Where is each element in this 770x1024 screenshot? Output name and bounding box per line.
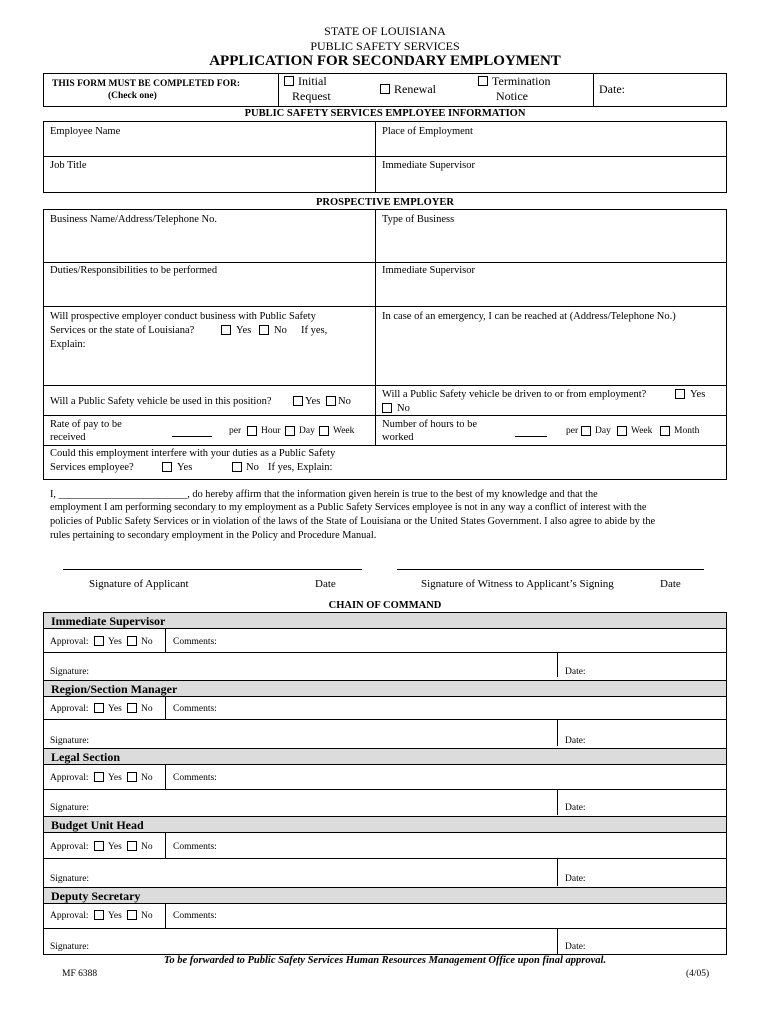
- approval-yes-checkbox[interactable]: [94, 772, 104, 782]
- rate-day-checkbox[interactable]: [285, 426, 295, 436]
- business-name-field[interactable]: Business Name/Address/Telephone No.: [50, 214, 217, 225]
- approval-no-label: No: [141, 842, 153, 852]
- signature-field[interactable]: Signature:: [50, 736, 90, 746]
- affirmation-line-4: rules pertaining to secondary employment in the Policy and Procedure Manual.: [50, 530, 377, 541]
- section-name: Region/Section Manager: [51, 682, 178, 696]
- emergency-contact-field[interactable]: In case of an emergency, I can be reached at (Address/Telephone No.): [382, 311, 676, 322]
- hours-worked-label-2: worked: [382, 432, 414, 443]
- date-field[interactable]: Date:: [565, 942, 586, 952]
- applicant-signature-label: Signature of Applicant: [89, 578, 189, 590]
- request-label: Request: [292, 89, 331, 103]
- immediate-supervisor-field[interactable]: Immediate Supervisor: [382, 160, 476, 171]
- place-of-employment-field[interactable]: Place of Employment: [382, 126, 473, 137]
- date-field[interactable]: Date:: [565, 803, 586, 813]
- vehicle-used-no-label: No: [338, 396, 351, 407]
- affirmation-line-1: I, _________________________, do hereby affirm that the information given herein is true to the best of my knowledge and that the: [50, 489, 598, 500]
- witness-signature-label: Signature of Witness to Applicant’s Signing: [421, 578, 614, 590]
- state-heading: STATE OF LOUISIANA: [324, 24, 446, 38]
- comments-field[interactable]: Comments:: [173, 842, 217, 852]
- revision-date: (4/05): [686, 969, 710, 979]
- interfere-yes-checkbox[interactable]: [162, 462, 172, 472]
- vehicle-used-yes-checkbox[interactable]: [293, 396, 303, 406]
- comments-field[interactable]: Comments:: [173, 637, 217, 647]
- conduct-no-checkbox[interactable]: [259, 325, 269, 335]
- form-date-label: Date:: [599, 82, 625, 96]
- hours-week-label: Week: [631, 426, 653, 436]
- approval-no-label: No: [141, 773, 153, 783]
- hours-per-label: per: [566, 426, 579, 436]
- conduct-if-yes-label: If yes,: [301, 325, 328, 336]
- interfere-no-checkbox[interactable]: [232, 462, 242, 472]
- witness-date-label: Date: [660, 578, 681, 590]
- signature-field[interactable]: Signature:: [50, 803, 90, 813]
- approval-no-label: No: [141, 637, 153, 647]
- type-of-business-field[interactable]: Type of Business: [382, 214, 455, 225]
- vehicle-used-yes-label: Yes: [305, 396, 321, 407]
- approval-label: Approval:: [50, 773, 89, 783]
- conduct-yes-checkbox[interactable]: [221, 325, 231, 335]
- hours-month-checkbox[interactable]: [660, 426, 670, 436]
- chain-section-header: [43, 887, 727, 904]
- vehicle-driven-question: Will a Public Safety vehicle be driven to or from employment?: [382, 389, 647, 400]
- section-name: Legal Section: [51, 750, 120, 764]
- chain-section-header: [43, 748, 727, 765]
- conduct-yes-label: Yes: [236, 325, 252, 336]
- chain-of-command-title: CHAIN OF COMMAND: [328, 600, 442, 611]
- rate-day-label: Day: [299, 426, 315, 436]
- approval-yes-checkbox[interactable]: [94, 910, 104, 920]
- date-field[interactable]: Date:: [565, 874, 586, 884]
- chain-section-header: [43, 816, 727, 833]
- hours-month-label: Month: [674, 426, 700, 436]
- hours-worked-label: Number of hours to be: [382, 419, 478, 430]
- duties-field[interactable]: Duties/Responsibilities to be performed: [50, 265, 218, 276]
- approval-no-checkbox[interactable]: [127, 703, 137, 713]
- rate-per-label: per: [229, 426, 242, 436]
- vehicle-driven-no-checkbox[interactable]: [382, 403, 392, 413]
- approval-yes-label: Yes: [108, 911, 122, 921]
- comments-field[interactable]: Comments:: [173, 773, 217, 783]
- renewal-label: Renewal: [394, 82, 436, 96]
- form-number: MF 6388: [62, 969, 98, 979]
- signature-field[interactable]: Signature:: [50, 942, 90, 952]
- comments-field[interactable]: Comments:: [173, 911, 217, 921]
- job-title-field[interactable]: Job Title: [50, 160, 87, 171]
- termination-label: Termination: [492, 74, 551, 88]
- check-one-label: (Check one): [108, 91, 157, 101]
- rate-week-label: Week: [333, 426, 355, 436]
- applicant-signature-line[interactable]: [63, 569, 362, 570]
- interfere-yes-label: Yes: [177, 462, 193, 473]
- approval-no-checkbox[interactable]: [127, 636, 137, 646]
- approval-yes-checkbox[interactable]: [94, 636, 104, 646]
- approval-yes-label: Yes: [108, 704, 122, 714]
- employee-section-title: PUBLIC SAFETY SERVICES EMPLOYEE INFORMATION: [244, 108, 526, 119]
- approval-yes-label: Yes: [108, 842, 122, 852]
- initial-label: Initial: [298, 74, 327, 88]
- affirmation-line-2: employment I am performing secondary to my employment as a Public Safety Services employee is not in any way a conflict of interest with the: [50, 502, 647, 513]
- rate-received-label: received: [50, 432, 86, 443]
- conduct-business-question: Will prospective employer conduct business with Public Safety: [50, 311, 316, 322]
- hours-week-checkbox[interactable]: [617, 426, 627, 436]
- rate-hour-label: Hour: [261, 426, 281, 436]
- renewal-checkbox[interactable]: [380, 84, 390, 94]
- section-name: Immediate Supervisor: [51, 614, 166, 628]
- forwarding-note: To be forwarded to Public Safety Services Human Resources Management Office upon final approval.: [163, 955, 607, 966]
- rate-of-pay-label: Rate of pay to be: [50, 419, 122, 430]
- prospective-employer-title: PROSPECTIVE EMPLOYER: [316, 197, 454, 208]
- hours-worked-blank[interactable]: [515, 436, 547, 437]
- applicant-date-label: Date: [315, 578, 336, 590]
- interfere-question: Could this employment interfere with your duties as a Public Safety: [50, 448, 336, 459]
- rate-week-checkbox[interactable]: [319, 426, 329, 436]
- approval-label: Approval:: [50, 911, 89, 921]
- conduct-no-label: No: [274, 325, 287, 336]
- conduct-explain-label: Explain:: [50, 339, 86, 350]
- chain-section-header: [43, 680, 727, 697]
- vehicle-driven-yes-label: Yes: [690, 389, 706, 400]
- conduct-business-question-2: Services or the state of Louisiana?: [50, 325, 195, 336]
- employee-name-field[interactable]: Employee Name: [50, 126, 121, 137]
- section-name: Deputy Secretary: [51, 889, 141, 903]
- affirmation-line-3: policies of Public Safety Services or in violation of the laws of the State of Louisiana or the United States Government. I also agree to abide by the: [50, 516, 656, 527]
- approval-yes-checkbox[interactable]: [94, 703, 104, 713]
- interfere-no-label: No: [246, 462, 259, 473]
- approval-yes-label: Yes: [108, 773, 122, 783]
- approval-yes-checkbox[interactable]: [94, 841, 104, 851]
- rate-of-pay-blank[interactable]: [172, 436, 212, 437]
- form-title: APPLICATION FOR SECONDARY EMPLOYMENT: [209, 53, 561, 69]
- chain-section-header: [43, 612, 727, 629]
- approval-no-checkbox[interactable]: [127, 772, 137, 782]
- approval-label: Approval:: [50, 637, 89, 647]
- prospective-supervisor-field[interactable]: Immediate Supervisor: [382, 265, 476, 276]
- approval-yes-label: Yes: [108, 637, 122, 647]
- approval-label: Approval:: [50, 704, 89, 714]
- form-type-label: THIS FORM MUST BE COMPLETED FOR:: [52, 79, 240, 89]
- interfere-question-2: Services employee?: [50, 462, 134, 473]
- initial-request-checkbox[interactable]: [284, 76, 294, 86]
- signature-field[interactable]: Signature:: [50, 667, 90, 677]
- approval-no-label: No: [141, 911, 153, 921]
- notice-label: Notice: [496, 89, 528, 103]
- section-name: Budget Unit Head: [51, 818, 144, 832]
- hours-day-checkbox[interactable]: [581, 426, 591, 436]
- hours-day-label: Day: [595, 426, 611, 436]
- comments-field[interactable]: Comments:: [173, 704, 217, 714]
- approval-no-checkbox[interactable]: [127, 910, 137, 920]
- interfere-explain-label: If yes, Explain:: [268, 462, 333, 473]
- date-field[interactable]: Date:: [565, 736, 586, 746]
- date-field[interactable]: Date:: [565, 667, 586, 677]
- termination-checkbox[interactable]: [478, 76, 488, 86]
- approval-label: Approval:: [50, 842, 89, 852]
- witness-signature-line[interactable]: [397, 569, 704, 570]
- agency-heading: PUBLIC SAFETY SERVICES: [310, 39, 460, 53]
- signature-field[interactable]: Signature:: [50, 874, 90, 884]
- vehicle-driven-no-label: No: [397, 403, 410, 414]
- approval-no-checkbox[interactable]: [127, 841, 137, 851]
- approval-no-label: No: [141, 704, 153, 714]
- vehicle-used-question: Will a Public Safety vehicle be used in this position?: [50, 396, 272, 407]
- vehicle-driven-yes-checkbox[interactable]: [675, 389, 685, 399]
- vehicle-used-no-checkbox[interactable]: [326, 396, 336, 406]
- rate-hour-checkbox[interactable]: [247, 426, 257, 436]
